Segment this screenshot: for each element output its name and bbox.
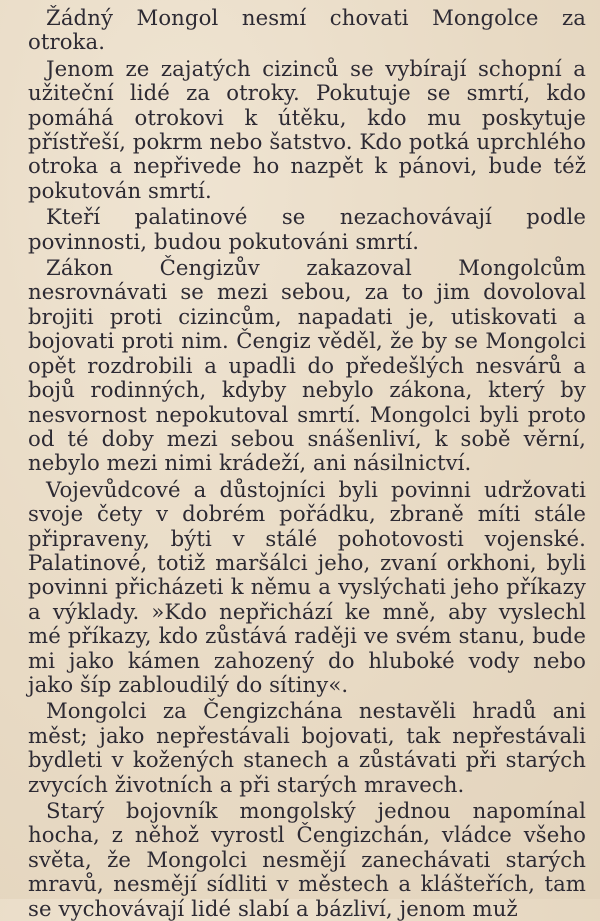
paragraph: Zákon Čengizův zakazoval Mongolcům nesrovnávati se mezi sebou, za to jim dovoloval brojiti proti cizincům, napadati je, utiskovati a bojovati proti nim. Čengiz věděl, že by se Mongolci opět rozdrobili a upadli do předešlých nesvárů a bojů rodinných, kdyby nebylo zákona, který by nesvornost nepokutoval smrtí. Mongolci byli proto od té doby mezi sebou snášenliví, k sobě věrní, nebylo mezi nimi krádeží, ani násilnictví. <box>28 255 586 476</box>
paragraph: Starý bojovník mongolský jednou napomínal hocha, z něhož vyrostl Čengizchán, vládce všeho světa, že Mongolci nesmějí zanechávati starých mravů, nesmějí sídliti v městech a klášteřích, tam se vychovávají lidé slabí a bázliví, jenom muž <box>28 798 586 921</box>
paragraph: Mongolci za Čengizchána nestavěli hradů ani měst; jako nepřestávali bojovati, tak nepřestávali bydleti v kožených stanech a zůstávati při starých zvycích životních a při starých mravech. <box>28 698 586 797</box>
paragraph: Žádný Mongol nesmí chovati Mongolce za otroka. <box>28 5 586 55</box>
paragraph: Jenom ze zajatých cizinců se vybírají schopní a užiteční lidé za otroky. Pokutuje se smrtí, kdo pomáhá otrokovi k útěku, kdo mu poskytuje přístřeší, pokrm nebo šatstvo. Kdo potká uprchlého otroka a nepřivede ho nazpět k pánovi, bude též pokutován smrtí. <box>28 55 586 203</box>
paragraph: Kteří palatinové se nezachovávají podle povinnosti, budou pokutováni smrtí. <box>28 204 586 254</box>
paragraph: Vojevůdcové a důstojníci byli povinni udržovati svoje čety v dobrém pořádku, zbraně míti stále připraveny, býti v stálé pohotovosti vojenské. Palatinové, totiž maršálci jeho, zvaní orkhoni, byli povinni přicházeti k němu a vyslýchati jeho příkazy a výklady. »Kdo nepřichází ke mně, aby vyslechl mé příkazy, kdo zůstává raději ve svém stanu, bude mi jako kámen zahozený do hluboké vody nebo jako šíp zabloudilý do sítiny«. <box>28 476 586 697</box>
